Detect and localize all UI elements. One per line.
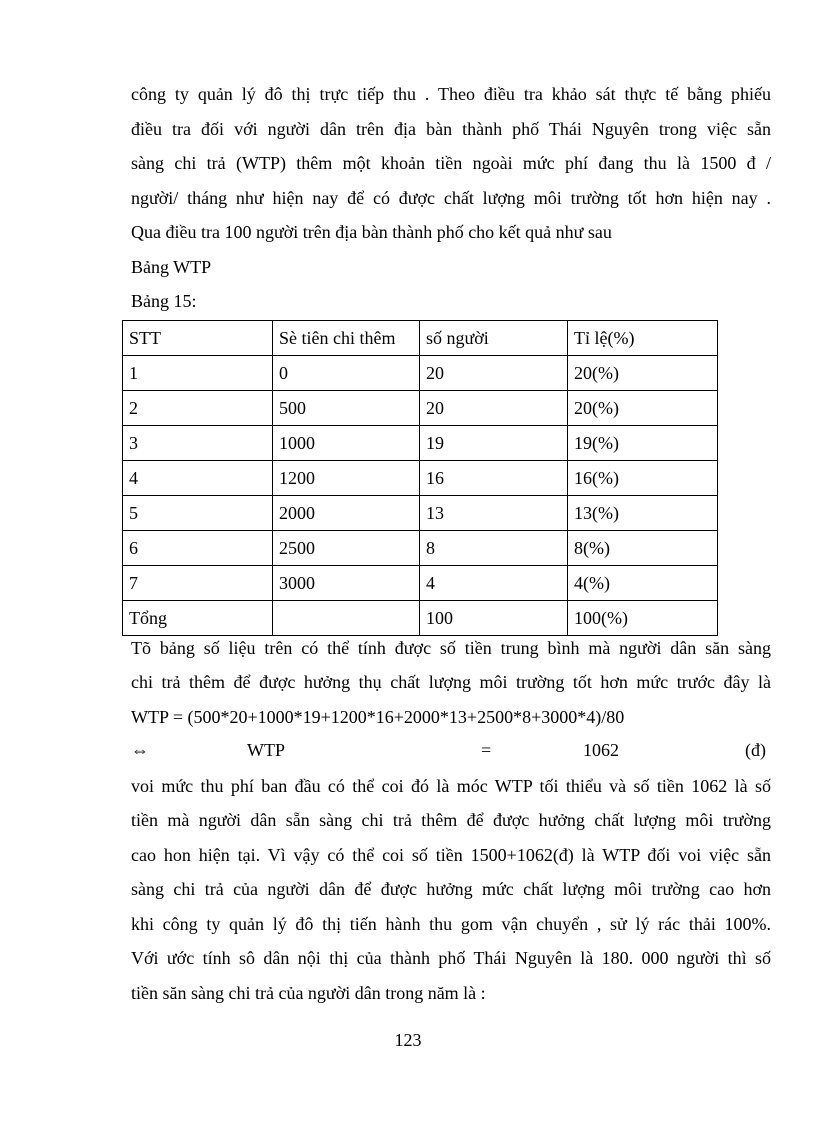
table-cell: 0 bbox=[273, 356, 420, 391]
page-number: 123 bbox=[394, 1030, 422, 1050]
body-text-line: khi công ty quản lý đô thị tiến hành thu gom vận chuyển , sử lý rác thải 100%. bbox=[131, 914, 771, 934]
wtp-table bbox=[122, 320, 718, 636]
table-cell: 100 bbox=[420, 601, 568, 636]
table-cell: 2 bbox=[123, 391, 273, 426]
table-cell: 2000 bbox=[273, 496, 420, 531]
body-text-line: công ty quản lý đô thị trực tiếp thu . Theo điều tra khảo sát thực tế bằng phiếu bbox=[131, 84, 771, 104]
table-cell: 3 bbox=[123, 426, 273, 461]
table-cell: 4 bbox=[123, 461, 273, 496]
equation-line bbox=[131, 738, 771, 762]
body-text-line: tiền săn sàng chi trả của người dân trong năm là : bbox=[131, 983, 486, 1003]
table-cell: 16 bbox=[420, 461, 568, 496]
table-header-row bbox=[123, 321, 718, 356]
table-cell: 20 bbox=[420, 356, 568, 391]
body-text-line: Tõ bảng số liệu trên có thể tính được số tiền trung bình mà người dân săn sàng bbox=[131, 638, 771, 658]
table-total-row bbox=[123, 601, 718, 636]
table-cell: 3000 bbox=[273, 566, 420, 601]
body-text-line: sàng chi trả của người dân để được hưởng mức chất lượng môi trường cao hơn bbox=[131, 879, 771, 899]
table-cell: Tổng bbox=[123, 601, 273, 636]
equation-unit: (đ) bbox=[745, 740, 766, 760]
table-cell bbox=[273, 601, 420, 636]
table-row bbox=[123, 496, 718, 531]
body-text-line: điều tra đối với người dân trên địa bàn thành phố Thái Nguyên trong việc sẵn bbox=[131, 119, 771, 139]
table-caption-wtp: Bảng WTP bbox=[131, 257, 212, 277]
table-cell: 16(%) bbox=[568, 461, 718, 496]
table-cell: 7 bbox=[123, 566, 273, 601]
table-cell: 8(%) bbox=[568, 531, 718, 566]
table-cell: 1200 bbox=[273, 461, 420, 496]
equation-value: 1062 bbox=[583, 740, 619, 760]
table-row bbox=[123, 391, 718, 426]
table-cell: 2500 bbox=[273, 531, 420, 566]
table-row bbox=[123, 531, 718, 566]
body-text-line: voi mức thu phí ban đầu có thể coi đó là móc WTP tối thiểu và số tiền 1062 là số bbox=[131, 776, 771, 796]
equivalence-symbol: ⇔ bbox=[131, 740, 149, 760]
table-row bbox=[123, 356, 718, 391]
body-text-line: Với ước tính sô dân nội thị của thành phố Thái Nguyên là 180. 000 người thì số bbox=[131, 948, 771, 968]
table-cell: 13(%) bbox=[568, 496, 718, 531]
table-cell: 1 bbox=[123, 356, 273, 391]
body-text-line: Qua điều tra 100 người trên địa bàn thành phố cho kết quả như sau bbox=[131, 222, 612, 242]
table-cell: 4 bbox=[420, 566, 568, 601]
table-cell: 100(%) bbox=[568, 601, 718, 636]
table-cell: 20(%) bbox=[568, 356, 718, 391]
table-cell: 500 bbox=[273, 391, 420, 426]
table-cell: 19 bbox=[420, 426, 568, 461]
table-cell: 5 bbox=[123, 496, 273, 531]
table-cell: 1000 bbox=[273, 426, 420, 461]
table-row bbox=[123, 461, 718, 496]
body-text-line: cao hon hiện tại. Vì vậy có thể coi số tiền 1500+1062(đ) là WTP đối voi việc sẵn bbox=[131, 845, 771, 865]
body-text-line: sàng chi trả (WTP) thêm một khoản tiền ngoài mức phí đang thu là 1500 đ / bbox=[131, 153, 771, 173]
header-cell-ratio: Tỉ lệ(%) bbox=[568, 321, 718, 356]
table-cell: 19(%) bbox=[568, 426, 718, 461]
header-cell-people: số người bbox=[420, 321, 568, 356]
table-cell: 8 bbox=[420, 531, 568, 566]
table-cell: 13 bbox=[420, 496, 568, 531]
table-cell: 20 bbox=[420, 391, 568, 426]
header-cell-stt: STT bbox=[123, 321, 273, 356]
body-text-line: tiền mà người dân sẵn sàng chi trả thêm để được hưởng chất lượng môi trường bbox=[131, 810, 771, 830]
table-cell: 6 bbox=[123, 531, 273, 566]
table-row bbox=[123, 426, 718, 461]
header-cell-amount: Sè tiên chi thêm bbox=[273, 321, 420, 356]
equation-equals: = bbox=[481, 740, 492, 760]
table-cell: 4(%) bbox=[568, 566, 718, 601]
table-caption-number: Bảng 15: bbox=[131, 291, 197, 311]
body-text-line: chi trả thêm để được hưởng thụ chất lượng môi trường tốt hơn mức trước đây là bbox=[131, 672, 771, 692]
equation-lhs: WTP bbox=[247, 740, 285, 760]
table-row bbox=[123, 566, 718, 601]
table-cell: 20(%) bbox=[568, 391, 718, 426]
formula-line: WTP = (500*20+1000*19+1200*16+2000*13+2500*8+3000*4)/80 bbox=[131, 707, 625, 727]
body-text-line: người/ tháng như hiện nay để có được chất lượng môi trường tốt hơn hiện nay . bbox=[131, 188, 771, 208]
